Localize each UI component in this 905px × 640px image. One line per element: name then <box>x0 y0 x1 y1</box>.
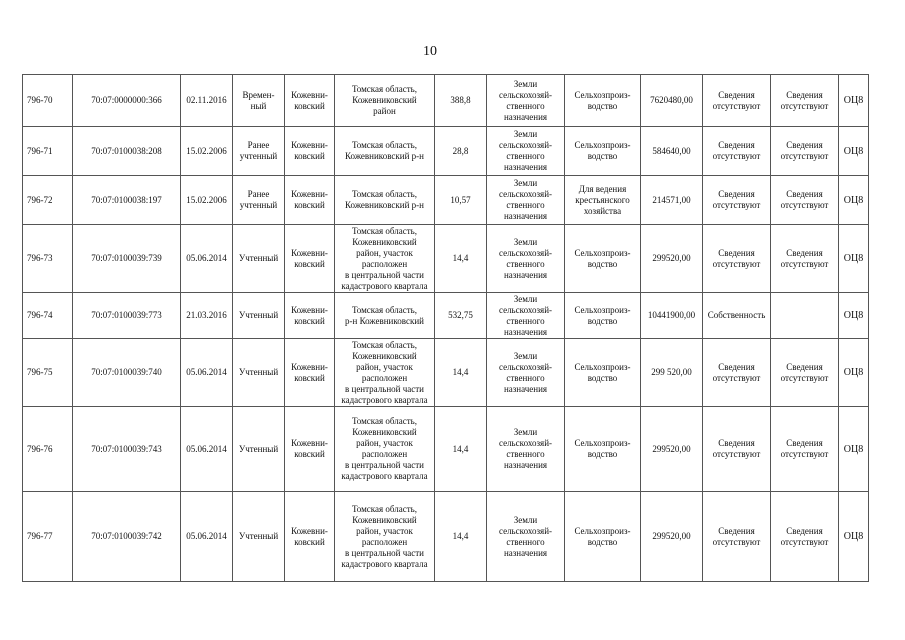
land-category: Земли сельскохозяй- ственного назначения <box>487 225 565 293</box>
table-row <box>23 492 869 582</box>
registration-date: 15.02.2006 <box>181 176 233 225</box>
object-status: Учтенный <box>233 492 285 582</box>
row-id: 796-76 <box>23 407 73 492</box>
cadastral-number: 70:07:0100038:197 <box>73 176 181 225</box>
table-row <box>23 176 869 225</box>
district: Кожевни- ковский <box>285 407 335 492</box>
land-category: Земли сельскохозяй- ственного назначения <box>487 127 565 176</box>
registration-date: 05.06.2014 <box>181 407 233 492</box>
permitted-use: Сельхозпроиз- водство <box>565 75 641 127</box>
cadastral-number: 70:07:0100039:740 <box>73 339 181 407</box>
rights: Сведения отсутствуют <box>703 176 771 225</box>
object-status: Учтенный <box>233 339 285 407</box>
cadastral-number: 70:07:0000000:366 <box>73 75 181 127</box>
zone-code: ОЦ8 <box>839 176 869 225</box>
area: 14,4 <box>435 492 487 582</box>
permitted-use: Сельхозпроиз- водство <box>565 225 641 293</box>
row-id: 796-77 <box>23 492 73 582</box>
cadastral-value: 7620480,00 <box>641 75 703 127</box>
land-category: Земли сельскохозяй- ственного назначения <box>487 176 565 225</box>
object-status: Учтенный <box>233 293 285 339</box>
district: Кожевни- ковский <box>285 127 335 176</box>
encumbrance: Сведения отсутствуют <box>771 225 839 293</box>
permitted-use: Сельхозпроиз- водство <box>565 492 641 582</box>
table-row <box>23 75 869 127</box>
cadastral-value: 584640,00 <box>641 127 703 176</box>
permitted-use: Сельхозпроиз- водство <box>565 293 641 339</box>
address: Томская область, Кожевниковский район, участок расположен в центральной части кадастрового квартала <box>335 407 435 492</box>
district: Кожевни- ковский <box>285 293 335 339</box>
row-id: 796-71 <box>23 127 73 176</box>
table-row <box>23 339 869 407</box>
table-row <box>23 225 869 293</box>
row-id: 796-75 <box>23 339 73 407</box>
land-category: Земли сельскохозяй- ственного назначения <box>487 339 565 407</box>
land-registry-table <box>22 74 869 582</box>
address: Томская область, Кожевниковский р-н <box>335 176 435 225</box>
encumbrance: Сведения отсутствуют <box>771 75 839 127</box>
zone-code: ОЦ8 <box>839 407 869 492</box>
address: Томская область, Кожевниковский район, участок расположен в центральной части кадастрового квартала <box>335 225 435 293</box>
rights: Сведения отсутствуют <box>703 225 771 293</box>
area: 14,4 <box>435 339 487 407</box>
cadastral-value: 299520,00 <box>641 407 703 492</box>
cadastral-value: 10441900,00 <box>641 293 703 339</box>
rights: Собственность <box>703 293 771 339</box>
cadastral-number: 70:07:0100038:208 <box>73 127 181 176</box>
registration-date: 21.03.2016 <box>181 293 233 339</box>
cadastral-number: 70:07:0100039:773 <box>73 293 181 339</box>
page-number: 10 <box>423 44 437 59</box>
object-status: Времен- ный <box>233 75 285 127</box>
cadastral-value: 299 520,00 <box>641 339 703 407</box>
registration-date: 05.06.2014 <box>181 225 233 293</box>
address: Томская область, р-н Кожевниковский <box>335 293 435 339</box>
object-status: Учтенный <box>233 407 285 492</box>
land-category: Земли сельскохозяй- ственного назначения <box>487 407 565 492</box>
encumbrance: Сведения отсутствуют <box>771 492 839 582</box>
address: Томская область, Кожевниковский район, участок расположен в центральной части кадастрового квартала <box>335 492 435 582</box>
registration-date: 02.11.2016 <box>181 75 233 127</box>
area: 28,8 <box>435 127 487 176</box>
zone-code: ОЦ8 <box>839 293 869 339</box>
cadastral-value: 299520,00 <box>641 492 703 582</box>
permitted-use: Сельхозпроиз- водство <box>565 127 641 176</box>
area: 532,75 <box>435 293 487 339</box>
encumbrance <box>771 293 839 339</box>
land-category: Земли сельскохозяй- ственного назначения <box>487 293 565 339</box>
land-category: Земли сельскохозяй- ственного назначения <box>487 492 565 582</box>
cadastral-number: 70:07:0100039:742 <box>73 492 181 582</box>
land-category: Земли сельскохозяй- ственного назначения <box>487 75 565 127</box>
address: Томская область, Кожевниковский район <box>335 75 435 127</box>
district: Кожевни- ковский <box>285 339 335 407</box>
area: 388,8 <box>435 75 487 127</box>
registration-date: 05.06.2014 <box>181 492 233 582</box>
row-id: 796-72 <box>23 176 73 225</box>
permitted-use: Сельхозпроиз- водство <box>565 339 641 407</box>
rights: Сведения отсутствуют <box>703 492 771 582</box>
zone-code: ОЦ8 <box>839 339 869 407</box>
cadastral-number: 70:07:0100039:743 <box>73 407 181 492</box>
address: Томская область, Кожевниковский район, участок расположен в центральной части кадастрового квартала <box>335 339 435 407</box>
cadastral-number: 70:07:0100039:739 <box>73 225 181 293</box>
object-status: Учтенный <box>233 225 285 293</box>
row-id: 796-73 <box>23 225 73 293</box>
area: 14,4 <box>435 407 487 492</box>
table-row <box>23 293 869 339</box>
area: 14,4 <box>435 225 487 293</box>
encumbrance: Сведения отсутствуют <box>771 339 839 407</box>
district: Кожевни- ковский <box>285 176 335 225</box>
zone-code: ОЦ8 <box>839 127 869 176</box>
table-row <box>23 127 869 176</box>
address: Томская область, Кожевниковский р-н <box>335 127 435 176</box>
registration-date: 05.06.2014 <box>181 339 233 407</box>
zone-code: ОЦ8 <box>839 492 869 582</box>
cadastral-value: 299520,00 <box>641 225 703 293</box>
rights: Сведения отсутствуют <box>703 339 771 407</box>
object-status: Ранее учтенный <box>233 176 285 225</box>
encumbrance: Сведения отсутствуют <box>771 407 839 492</box>
encumbrance: Сведения отсутствуют <box>771 176 839 225</box>
district: Кожевни- ковский <box>285 75 335 127</box>
zone-code: ОЦ8 <box>839 75 869 127</box>
rights: Сведения отсутствуют <box>703 127 771 176</box>
rights: Сведения отсутствуют <box>703 407 771 492</box>
cadastral-value: 214571,00 <box>641 176 703 225</box>
area: 10,57 <box>435 176 487 225</box>
rights: Сведения отсутствуют <box>703 75 771 127</box>
encumbrance: Сведения отсутствуют <box>771 127 839 176</box>
permitted-use: Для ведения крестьянского хозяйства <box>565 176 641 225</box>
row-id: 796-74 <box>23 293 73 339</box>
table-row <box>23 407 869 492</box>
object-status: Ранее учтенный <box>233 127 285 176</box>
row-id: 796-70 <box>23 75 73 127</box>
district: Кожевни- ковский <box>285 492 335 582</box>
permitted-use: Сельхозпроиз- водство <box>565 407 641 492</box>
registration-date: 15.02.2006 <box>181 127 233 176</box>
district: Кожевни- ковский <box>285 225 335 293</box>
zone-code: ОЦ8 <box>839 225 869 293</box>
